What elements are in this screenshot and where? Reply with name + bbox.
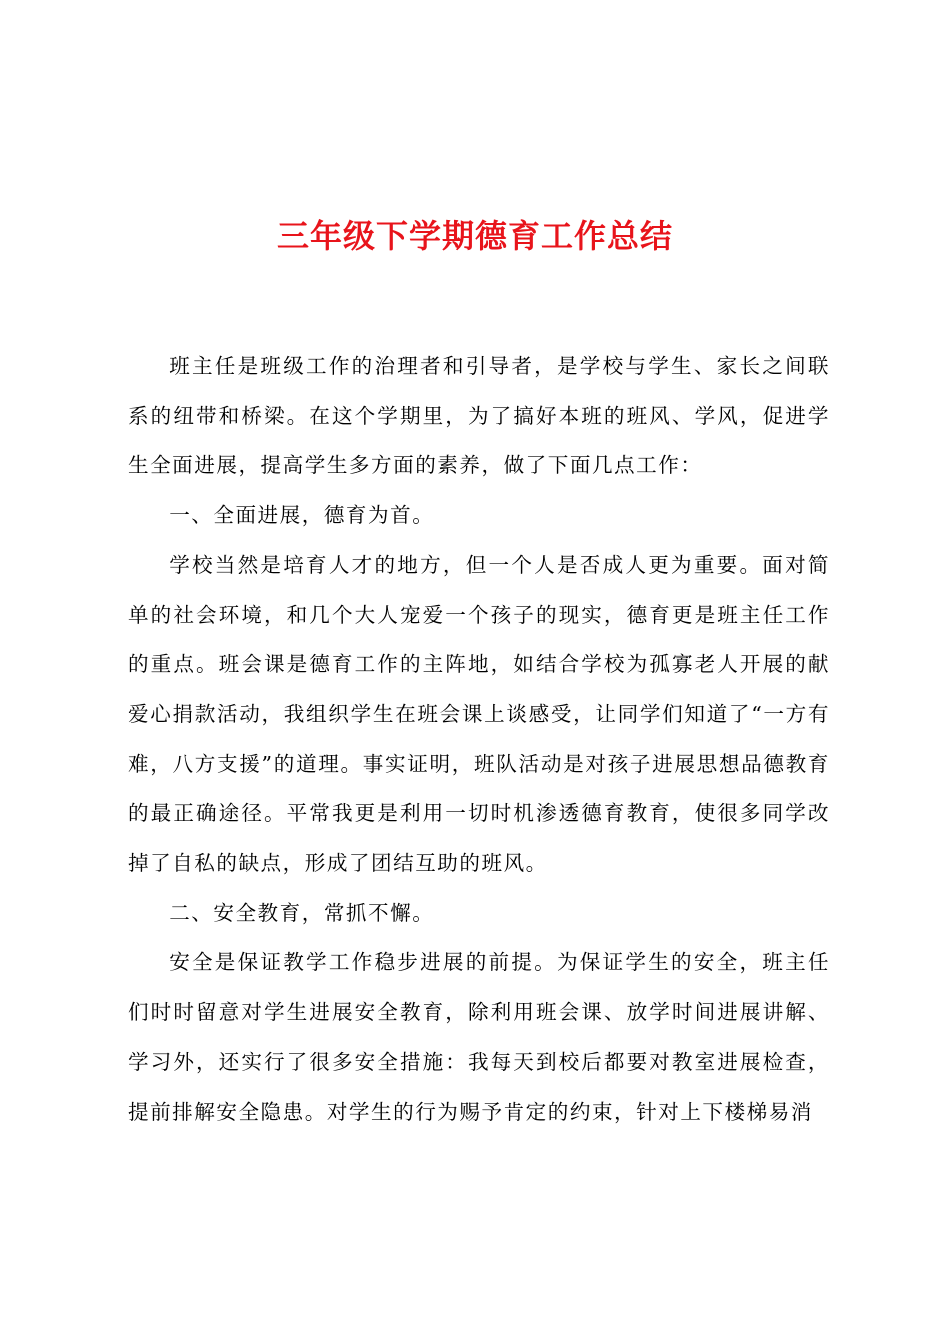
document-body	[128, 342, 830, 1137]
paragraph-section-2: 安全是保证教学工作稳步进展的前提。为保证学生的安全，班主任们时时留意对学生进展安全教育，除利用班会课、放学时间进展讲解、学习外，还实行了很多安全措施：我每天到校后都要对教室进展检查，提前排解安全隐患。对学生的行为赐予肯定的约束，针对上下楼梯易消	[128, 950, 830, 1124]
paragraph-section-1: 学校当然是培育人才的地方，但一个人是否成人更为重要。面对简单的社会环境，和几个大人宠爱一个孩子的现实，德育更是班主任工作的重点。班会课是德育工作的主阵地，如结合学校为孤寡老人开展的献爱心捐款活动，我组织学生在班会课上谈感受，让同学们知道了“一方有难，八方支援”的道理。事实证明，班队活动是对孩子进展思想品德教育的最正确途径。平常我更是利用一切时机渗透德育教育，使很多同学改掉了自私的缺点，形成了团结互助的班风。	[128, 552, 830, 876]
section-heading-1: 一、全面进展，德育为首。	[169, 503, 435, 528]
section-heading-2: 二、安全教育，常抓不懈。	[169, 900, 435, 925]
document-title: 三年级下学期德育工作总结	[276, 217, 673, 255]
paragraph-intro: 班主任是班级工作的治理者和引导者，是学校与学生、家长之间联系的纽带和桥梁。在这个学期里，为了搞好本班的班风、学风，促进学生全面进展，提高学生多方面的素养，做了下面几点工作：	[128, 354, 830, 478]
